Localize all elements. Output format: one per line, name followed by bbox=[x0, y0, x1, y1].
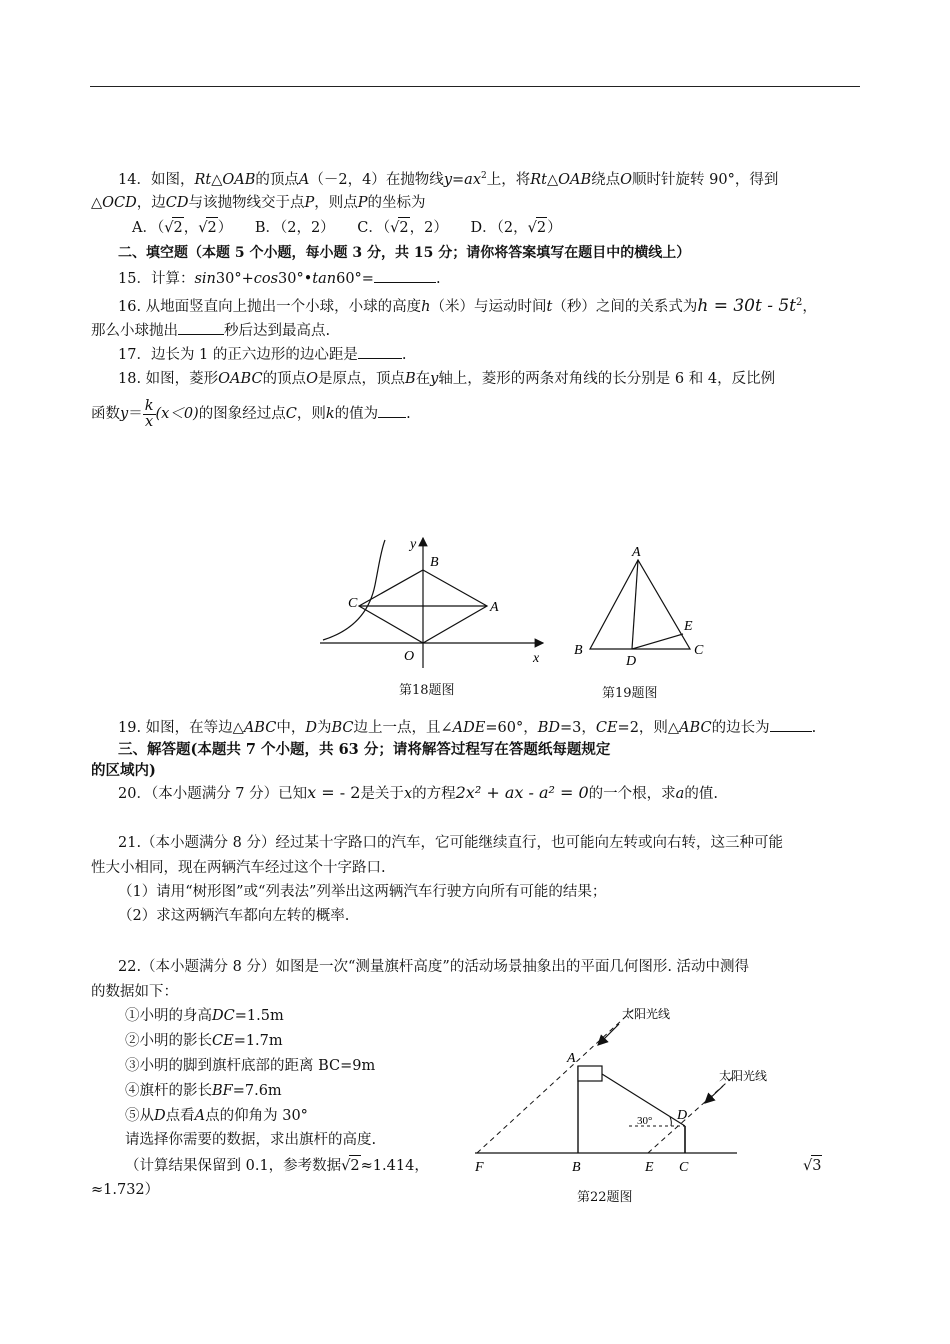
q14-y: y bbox=[443, 171, 453, 188]
q18-fraction: $\frac{k}{x}$ bbox=[144, 397, 154, 430]
q22-data-5: ⑤从D点看A点的仰角为 30° bbox=[125, 1108, 308, 1124]
q14-text: 的顶点 bbox=[255, 171, 299, 188]
q14-text: 14．如图， bbox=[118, 171, 195, 188]
q15: 15．计算：sin30°+cos30°•tan60°= . bbox=[118, 268, 441, 289]
label-b: B bbox=[574, 643, 583, 658]
q21-line3: （1）请用“树形图”或“列表法”列举出这两辆汽车行驶方向所有可能的结果； bbox=[118, 884, 607, 900]
q20-equation: 2x² + ax - a² = 0 bbox=[455, 783, 589, 802]
q14-point-p: P bbox=[304, 195, 315, 211]
q14-point-o: O bbox=[620, 171, 633, 188]
flag bbox=[578, 1066, 602, 1081]
q14-text: ，则点 bbox=[314, 195, 358, 211]
q14-line2 bbox=[91, 193, 426, 213]
q14-point-p: P bbox=[357, 195, 368, 211]
q14-options bbox=[132, 217, 562, 238]
label-c: C bbox=[348, 596, 358, 611]
q14-eq: = bbox=[452, 171, 465, 188]
figure-19 bbox=[570, 540, 720, 670]
label-x: x bbox=[533, 651, 540, 666]
q22-data-1: ①小明的身高DC=1.5m bbox=[125, 1008, 284, 1024]
angle-label: 30° bbox=[637, 1115, 653, 1127]
label-b: B bbox=[572, 1160, 581, 1175]
q14-text: 上，将 bbox=[486, 171, 531, 188]
q14-coord-a: （－2，4） bbox=[309, 171, 386, 188]
label-a: A bbox=[632, 545, 641, 560]
label-a: A bbox=[490, 600, 499, 615]
q18-answer-blank[interactable] bbox=[378, 403, 406, 418]
sun-label-1: 太阳光线 bbox=[622, 1007, 671, 1021]
label-d: D bbox=[677, 1108, 688, 1123]
segment-de bbox=[632, 634, 683, 649]
q14-text: ，边 bbox=[136, 195, 166, 211]
q14-option-a: A．（√2，√2） bbox=[132, 220, 232, 236]
q22-sqrt3: √3 bbox=[803, 1155, 822, 1176]
sun-label-2: 太阳光线 bbox=[719, 1069, 768, 1083]
section-3-heading: 三、解答题(本题共 7 个小题，共 63 分；请将解答过程写在答题纸每题规定 bbox=[118, 741, 611, 758]
label-f: F bbox=[475, 1160, 484, 1175]
figure-19-caption: 第19题图 bbox=[602, 686, 658, 701]
figure-22 bbox=[465, 1000, 785, 1180]
q14-ax: ax bbox=[464, 171, 481, 188]
q16-line1: 16. 从地面竖直向上抛出一个小球，小球的高度h（米）与运动时间t（秒）之间的关系式为$h = 30t - 5t^2$， bbox=[118, 295, 817, 316]
q14-option-d: D．（2，√2） bbox=[470, 220, 561, 236]
q14-text: 在抛物线 bbox=[385, 171, 444, 188]
hyperbola-curve bbox=[323, 540, 385, 640]
q14-text: 的坐标为 bbox=[367, 195, 426, 211]
q22-calc-note: （计算结果保留到 0.1，参考数据√2≈1.414， bbox=[125, 1155, 429, 1176]
q14-text: 顺时针旋转 90°，得到 bbox=[632, 171, 779, 188]
q14-line1 bbox=[118, 166, 778, 190]
q22-data-3: ③小明的脚到旗杆底部的距离 BC=9m bbox=[125, 1058, 376, 1074]
label-d: D bbox=[626, 654, 637, 669]
q22-data-4: ④旗杆的影长BF=7.6m bbox=[125, 1083, 282, 1099]
q19-answer-blank[interactable] bbox=[770, 717, 812, 732]
q14-cd: CD bbox=[165, 195, 189, 211]
q22-calc-note-cont: ≈1.732） bbox=[91, 1182, 160, 1198]
q14-rt: Rt bbox=[194, 171, 212, 188]
q16-formula: h = 30t - 5t bbox=[697, 295, 797, 316]
q14-text: 与该抛物线交于点 bbox=[188, 195, 305, 211]
q22-line1: 22.（本小题满分 8 分）如图是一次“测量旗杆高度”的活动场景抽象出的平面几何图形. 活动中测得 bbox=[118, 959, 750, 975]
q21-line4: （2）求这两辆汽车都向左转的概率. bbox=[118, 908, 350, 924]
q15-answer-blank[interactable] bbox=[374, 268, 436, 283]
label-o: O bbox=[404, 649, 415, 664]
sun-ray-1-arrow bbox=[598, 1024, 619, 1045]
label-c: C bbox=[679, 1160, 689, 1175]
q21-line2: 性大小相同，现在两辆汽车经过这个十字路口. bbox=[91, 860, 386, 876]
label-e: E bbox=[645, 1160, 654, 1175]
q16-answer-blank[interactable] bbox=[178, 320, 224, 335]
label-y: y bbox=[410, 537, 417, 552]
q14-oab: OAB bbox=[222, 171, 256, 188]
q14-text: 绕点 bbox=[591, 171, 621, 188]
figure-18 bbox=[315, 530, 555, 670]
q19: 19. 如图，在等边△ABC中，D为BC边上一点，且∠ADE=60°，BD=3，CE=2，则△ABC的边长为 . bbox=[118, 717, 816, 738]
q17: 17．边长为 1 的正六边形的边心距是 . bbox=[118, 344, 407, 365]
q16-line2: 那么小球抛出 秒后达到最高点. bbox=[91, 320, 330, 341]
q14-point-a: A bbox=[298, 171, 310, 188]
q14-triangle-symbol: △ bbox=[211, 171, 223, 188]
label-a: A bbox=[567, 1051, 576, 1066]
section-3-heading-cont: 的区域内) bbox=[91, 762, 156, 779]
sun-ray-2-arrow bbox=[705, 1086, 723, 1103]
q14-rt: Rt bbox=[530, 171, 547, 188]
q22-line2: 的数据如下： bbox=[91, 984, 178, 1000]
label-c: C bbox=[694, 643, 704, 658]
q21-line1: 21.（本小题满分 8 分）经过某十字路口的汽车，它可能继续直行，也可能向左转或向右转，这三种可能 bbox=[118, 835, 783, 851]
q22-request: 请选择你需要的数据，求出旗杆的高度. bbox=[125, 1132, 377, 1148]
q18-line2: 函数y＝ $\frac{k}{x}$ (x＜0)的图象经过点C，则k的值为 . bbox=[91, 397, 411, 430]
q14-exp: 2 bbox=[481, 171, 487, 181]
q22-data-2: ②小明的影长CE=1.7m bbox=[125, 1033, 283, 1049]
label-b: B bbox=[430, 555, 439, 570]
q14-oab: OAB bbox=[558, 171, 592, 188]
q14-option-c: C．（√2，2） bbox=[357, 220, 448, 236]
q14-option-b: B．（2，2） bbox=[254, 220, 335, 236]
segment-ad bbox=[632, 560, 638, 649]
triangle-abc bbox=[590, 560, 690, 649]
header-rule bbox=[90, 86, 860, 87]
q18-line1: 18. 如图，菱形OABC的顶点O是原点，顶点B在y轴上，菱形的两条对角线的长分别是 6 和 4，反比例 bbox=[118, 371, 776, 387]
section-2-heading: 二、填空题（本题 5 个小题，每小题 3 分，共 15 分；请你将答案填写在题目中的横线上） bbox=[118, 245, 691, 261]
q14-ocd: OCD bbox=[102, 195, 137, 211]
figure-18-caption: 第18题图 bbox=[399, 683, 455, 698]
angle-arc bbox=[670, 1117, 671, 1126]
figure-22-caption: 第22题图 bbox=[577, 1190, 633, 1205]
label-e: E bbox=[684, 619, 693, 634]
q17-answer-blank[interactable] bbox=[358, 344, 402, 359]
q14-text: △ bbox=[91, 195, 103, 211]
q20: 20．（本小题满分 7 分）已知x = - 2是关于x的方程2x² + ax - a² = 0的一个根，求a的值. bbox=[118, 783, 718, 802]
q14-triangle-symbol: △ bbox=[546, 171, 559, 188]
